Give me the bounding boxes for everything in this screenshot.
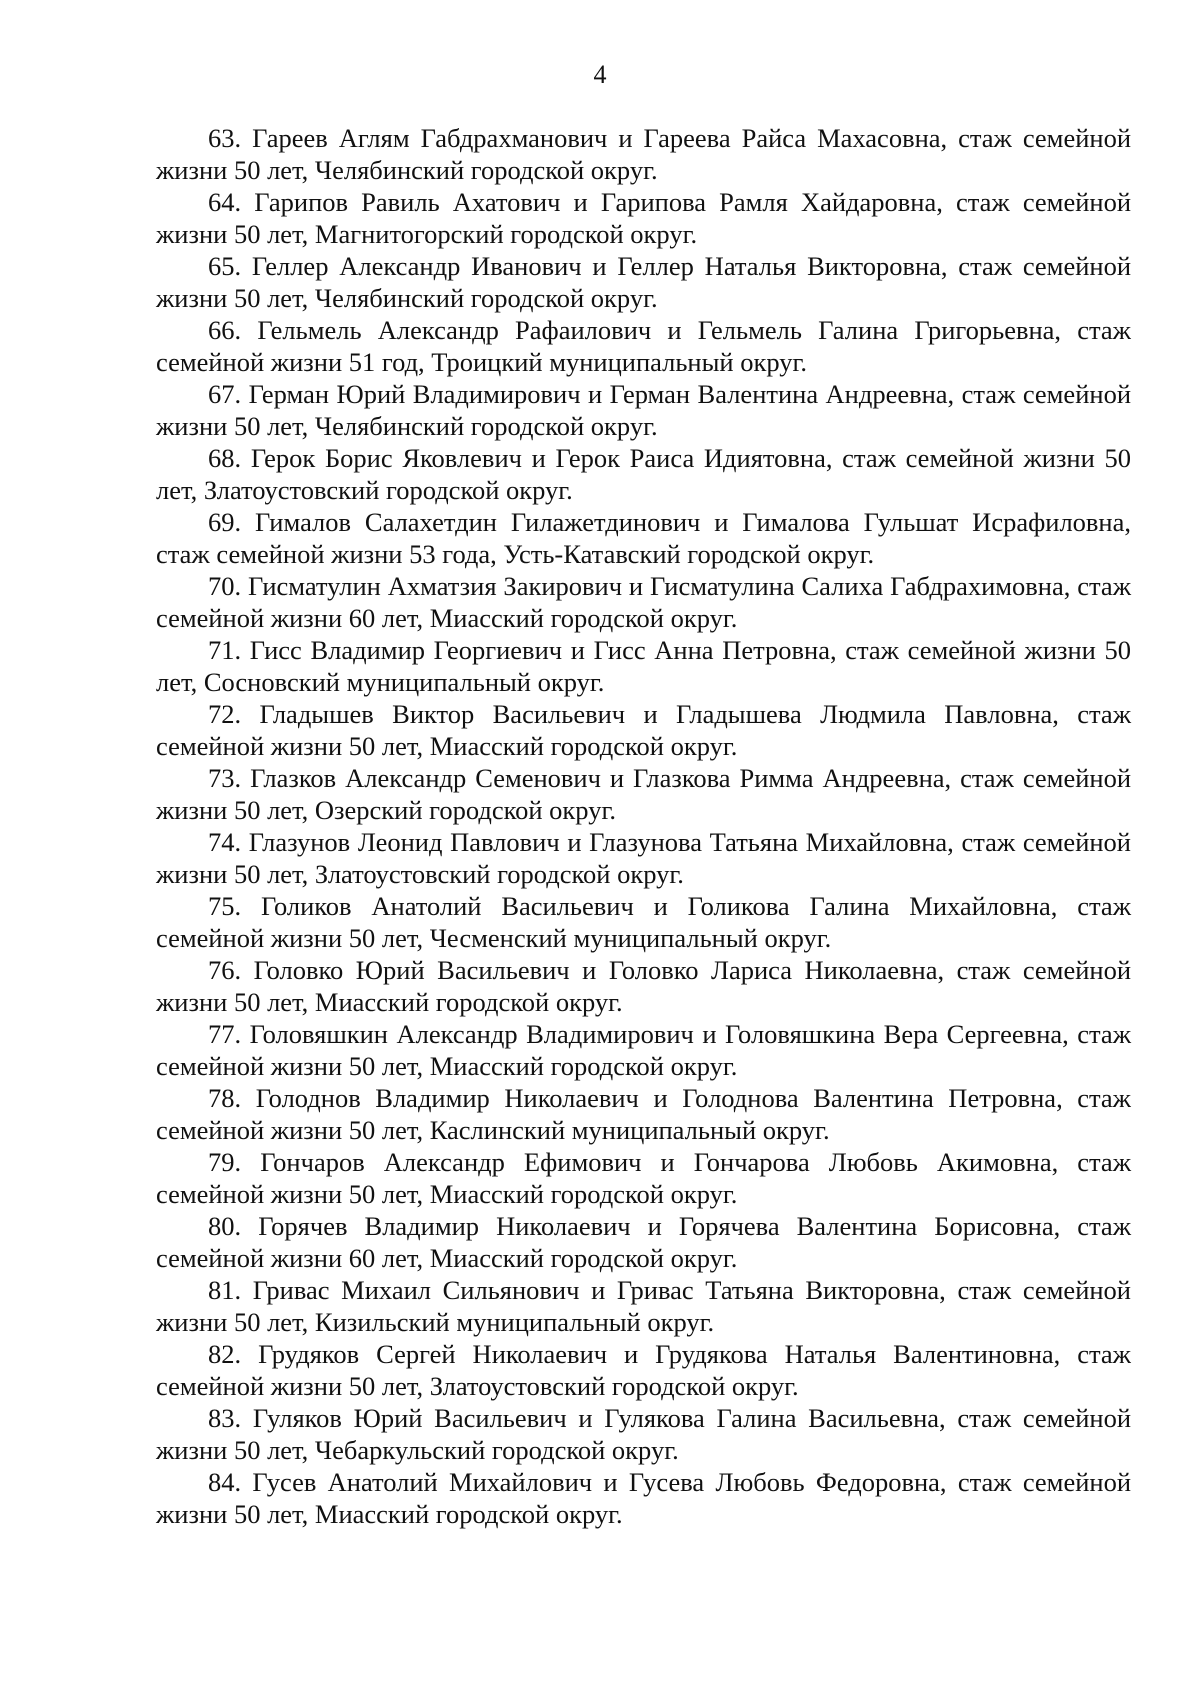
entry-text: Гусев Анатолий Михайлович и Гусева Любовь Федоровна, стаж семейной жизни 50 лет, Миасский городской округ.: [156, 1467, 1132, 1529]
entry-text: Гисматулин Ахматзия Закирович и Гисматулина Салиха Габдрахимовна, стаж семейной жизни 60 лет, Миасский городской округ.: [156, 571, 1131, 633]
entry-number: 76.: [208, 955, 242, 985]
entry-number: 75.: [208, 891, 242, 921]
entry-text: Гималов Салахетдин Гилажетдинович и Гималова Гульшат Исрафиловна, стаж семейной жизни 53 года, Усть-Катавский городской округ.: [156, 507, 1132, 569]
entry-text: Голоднов Владимир Николаевич и Голоднова Валентина Петровна, стаж семейной жизни 50 лет, Каслинский муниципальный округ.: [156, 1083, 1131, 1145]
entry-text: Голиков Анатолий Васильевич и Голикова Галина Михайловна, стаж семейной жизни 50 лет, Чесменский муниципальный округ.: [156, 891, 1131, 953]
entry-text: Головяшкин Александр Владимирович и Головяшкина Вера Сергеевна, стаж семейной жизни 50 лет, Миасский городской округ.: [156, 1019, 1131, 1081]
list-item: [156, 1402, 1131, 1466]
entry-text: Геллер Александр Иванович и Геллер Наталья Викторовна, стаж семейной жизни 50 лет, Челябинский городской округ.: [156, 251, 1131, 313]
entry-text: Головко Юрий Васильевич и Головко Лариса Николаевна, стаж семейной жизни 50 лет, Миасский городской округ.: [156, 955, 1132, 1017]
entry-number: 72.: [208, 699, 242, 729]
entry-number: 77.: [208, 1019, 242, 1049]
list-item: [156, 634, 1131, 698]
list-item: [156, 1082, 1131, 1146]
list-item: [156, 1210, 1131, 1274]
entry-text: Гуляков Юрий Васильевич и Гулякова Галина Васильевна, стаж семейной жизни 50 лет, Чебаркульский городской округ.: [156, 1403, 1131, 1465]
list-item: [156, 1018, 1131, 1082]
entry-number: 84.: [208, 1467, 242, 1497]
entry-text: Горячев Владимир Николаевич и Горячева Валентина Борисовна, стаж семейной жизни 60 лет, Миасский городской округ.: [156, 1211, 1132, 1273]
entry-number: 65.: [208, 251, 242, 281]
list-item: [156, 1274, 1131, 1338]
entry-text: Гисс Владимир Георгиевич и Гисс Анна Петровна, стаж семейной жизни 50 лет, Сосновский муниципальный округ.: [156, 635, 1131, 697]
entry-text: Гарипов Равиль Ахатович и Гарипова Рамля Хайдаровна, стаж семейной жизни 50 лет, Магнитогорский городской округ.: [156, 187, 1132, 249]
entry-text: Герок Борис Яковлевич и Герок Раиса Идиятовна, стаж семейной жизни 50 лет, Златоустовский городской округ.: [156, 443, 1131, 505]
entry-number: 79.: [208, 1147, 242, 1177]
entry-number: 70.: [208, 571, 242, 601]
list-item: [156, 698, 1131, 762]
list-item: [156, 122, 1131, 186]
entry-text: Гривас Михаил Сильянович и Гривас Татьяна Викторовна, стаж семейной жизни 50 лет, Кизильский муниципальный округ.: [156, 1275, 1131, 1337]
entry-text: Гончаров Александр Ефимович и Гончарова Любовь Акимовна, стаж семейной жизни 50 лет, Миасский городской округ.: [156, 1147, 1132, 1209]
entry-text: Гладышев Виктор Васильевич и Гладышева Людмила Павловна, стаж семейной жизни 50 лет, Миасский городской округ.: [156, 699, 1132, 761]
entry-number: 78.: [208, 1083, 242, 1113]
page-number: 4: [593, 60, 607, 89]
entry-number: 81.: [208, 1275, 242, 1305]
list-item: [156, 954, 1131, 1018]
entry-number: 73.: [208, 763, 242, 793]
list-item: [156, 506, 1131, 570]
list-item: [156, 1146, 1131, 1210]
entry-number: 74.: [208, 827, 242, 857]
entry-text: Гельмель Александр Рафаилович и Гельмель Галина Григорьевна, стаж семейной жизни 51 год, Троицкий муниципальный округ.: [156, 315, 1131, 377]
list-item: [156, 826, 1131, 890]
list-item: [156, 570, 1131, 634]
list-item: [156, 890, 1131, 954]
entry-number: 82.: [208, 1339, 242, 1369]
entry-number: 66.: [208, 315, 242, 345]
list-item: [156, 1466, 1131, 1530]
list-item: [156, 442, 1131, 506]
entry-text: Грудяков Сергей Николаевич и Грудякова Наталья Валентиновна, стаж семейной жизни 50 лет, Златоустовский городской округ.: [156, 1339, 1131, 1401]
list-item: [156, 250, 1131, 314]
list-item: [156, 762, 1131, 826]
entry-number: 83.: [208, 1403, 242, 1433]
entry-number: 69.: [208, 507, 242, 537]
entry-number: 80.: [208, 1211, 242, 1241]
list-item: [156, 186, 1131, 250]
list-item: [156, 1338, 1131, 1402]
entry-text: Глазков Александр Семенович и Глазкова Римма Андреевна, стаж семейной жизни 50 лет, Озерский городской округ.: [156, 763, 1131, 825]
list-item: [156, 378, 1131, 442]
entry-number: 63.: [208, 123, 242, 153]
entry-text: Герман Юрий Владимирович и Герман Валентина Андреевна, стаж семейной жизни 50 лет, Челябинский городской округ.: [156, 379, 1131, 441]
entry-text: Глазунов Леонид Павлович и Глазунова Татьяна Михайловна, стаж семейной жизни 50 лет, Златоустовский городской округ.: [156, 827, 1131, 889]
entry-number: 71.: [208, 635, 242, 665]
entry-text: Гареев Аглям Габдрахманович и Гареева Райса Махасовна, стаж семейной жизни 50 лет, Челябинский городской округ.: [156, 123, 1131, 185]
entry-number: 68.: [208, 443, 242, 473]
entry-number: 67.: [208, 379, 242, 409]
list-item: [156, 314, 1131, 378]
entry-list: [156, 122, 1131, 1530]
entry-number: 64.: [208, 187, 242, 217]
